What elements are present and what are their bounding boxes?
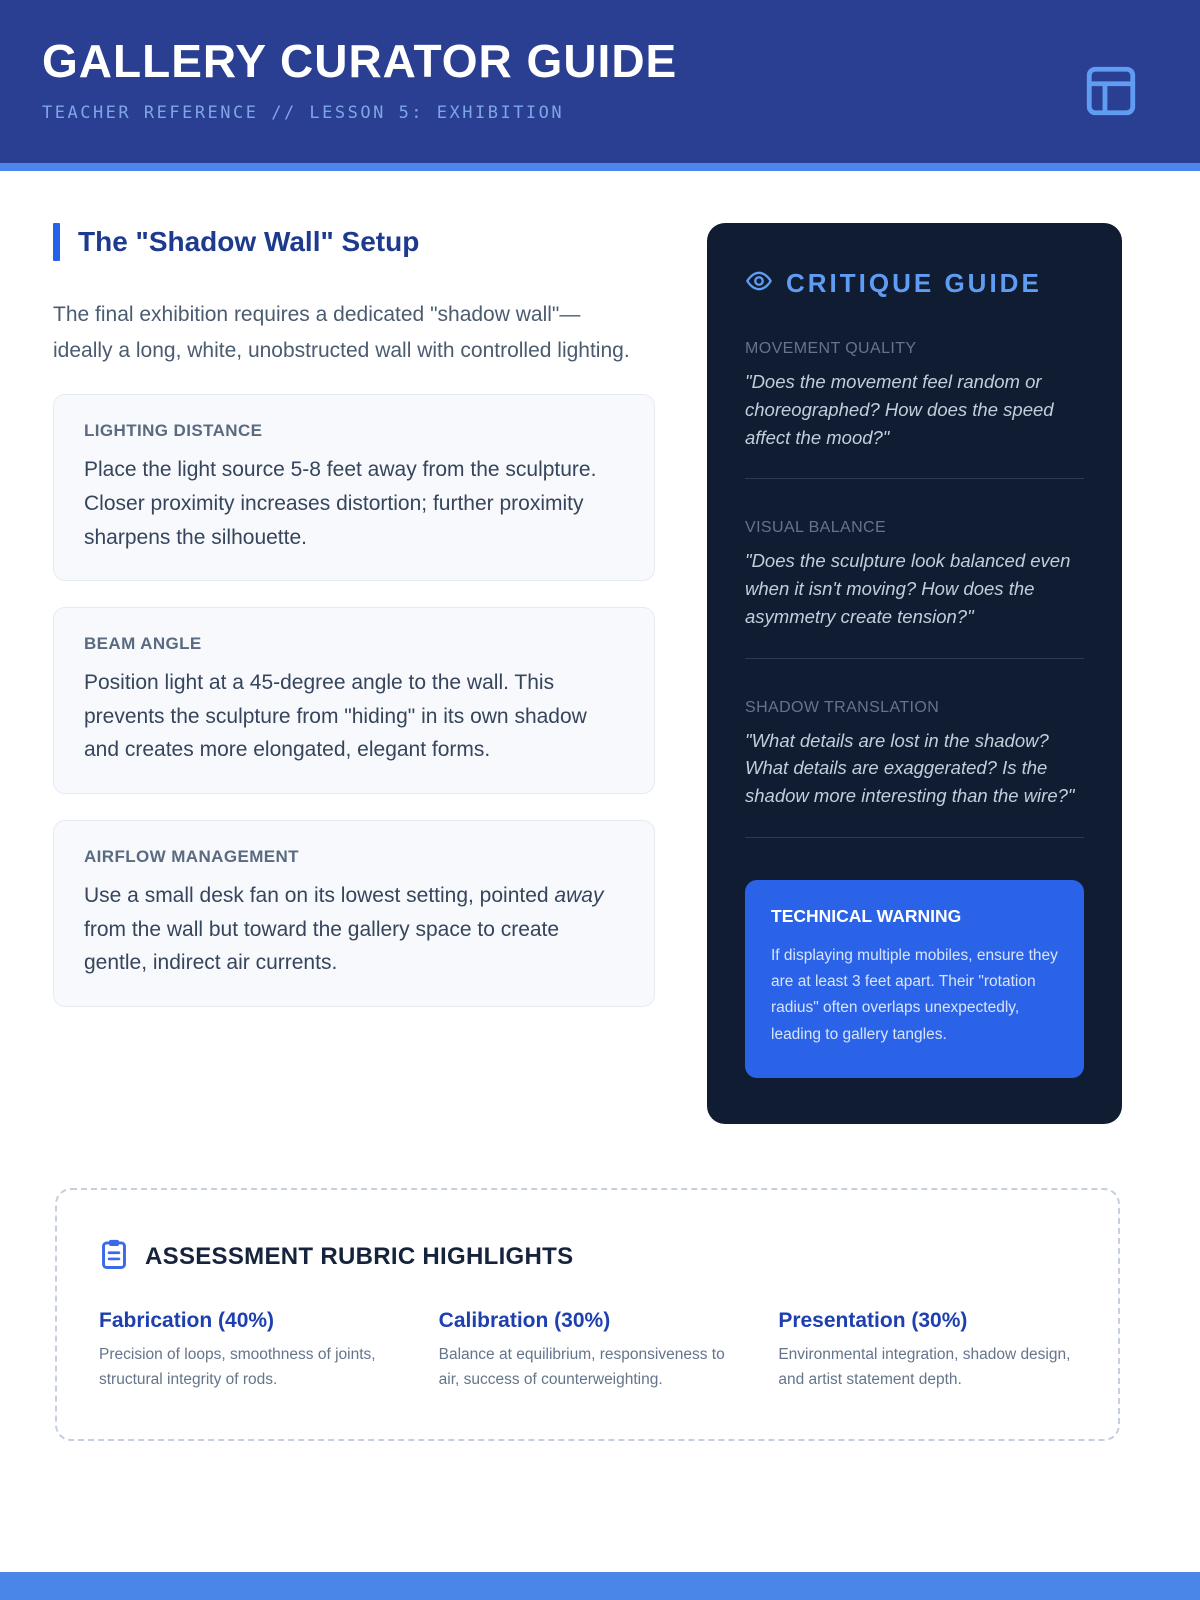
title-accent-bar [53, 223, 60, 261]
critique-quote: "Does the movement feel random or choreographed? How does the speed affect the mood?" [745, 371, 1054, 448]
panel-title: CRITIQUE GUIDE [786, 268, 1042, 298]
panel-title-row [745, 267, 1084, 300]
header-text-block [42, 34, 677, 123]
page-subtitle: TEACHER REFERENCE // LESSON 5: EXHIBITION [42, 103, 565, 123]
critique-label: SHADOW TRANSLATION [745, 698, 940, 716]
page-title: GALLERY CURATOR GUIDE [42, 35, 678, 87]
rubric-item-title: Calibration (30%) [438, 1309, 611, 1333]
eye-icon [745, 267, 773, 300]
rubric-item-body: Environmental integration, shadow design, and artist statement depth. [778, 1346, 1071, 1388]
critique-quote: "What details are lost in the shadow? What details are exaggerated? Is the shadow more interesting than the wire?" [745, 729, 1075, 806]
card-title: AIRFLOW MANAGEMENT [84, 846, 299, 866]
header-accent-strip [0, 163, 1200, 171]
rubric-title: ASSESSMENT RUBRIC HIGHLIGHTS [145, 1242, 574, 1270]
divider [745, 837, 1084, 838]
card-lighting-distance [53, 394, 655, 581]
card-beam-angle [53, 607, 655, 794]
rubric-item-title: Fabrication (40%) [99, 1309, 275, 1333]
assessment-rubric-box [55, 1188, 1120, 1441]
warning-body: If displaying multiple mobiles, ensure they are at least 3 feet apart. Their "rotation radius" often overlaps unexpectedly, leading to gallery tangles. [771, 946, 1058, 1043]
card-body: Place the light source 5-8 feet away from the sculpture. Closer proximity increases distortion; further proximity sharpens the silhouette. [84, 458, 597, 549]
card-body-emphasis: away [554, 883, 604, 907]
rubric-item-fabrication [99, 1309, 397, 1393]
warning-title: TECHNICAL WARNING [771, 905, 962, 926]
critique-section-movement-quality [745, 340, 1084, 479]
card-body-text: Use a small desk fan on its lowest setting, pointed [84, 883, 555, 907]
card-body-text: from the wall but toward the gallery space to create gentle, indirect air currents. [84, 917, 560, 975]
critique-label: VISUAL BALANCE [745, 519, 887, 537]
critique-section-visual-balance [745, 519, 1084, 658]
card-body: Position light at a 45-degree angle to the wall. This prevents the sculpture from "hiding" in its own shadow and creates more elongated, elegant forms. [84, 671, 587, 762]
divider [745, 478, 1084, 479]
rubric-grid [99, 1309, 1076, 1393]
critique-guide-panel [707, 223, 1122, 1124]
footer-accent-strip [0, 1572, 1200, 1600]
intro-paragraph: The final exhibition requires a dedicated "shadow wall"—ideally a long, white, unobstructed wall with controlled lighting. [53, 303, 630, 362]
clipboard-icon [99, 1238, 129, 1275]
critique-label: MOVEMENT QUALITY [745, 340, 917, 357]
rubric-item-presentation [778, 1309, 1076, 1393]
card-airflow-management [53, 820, 655, 1007]
card-title: LIGHTING DISTANCE [84, 421, 263, 441]
rubric-header [99, 1238, 1076, 1275]
card-body [84, 879, 624, 980]
critique-quote: "Does the sculpture look balanced even when it isn't moving? How does the asymmetry create tension?" [745, 550, 1071, 627]
shadow-wall-section [53, 223, 655, 1007]
rubric-item-body: Precision of loops, smoothness of joints, structural integrity of rods. [99, 1346, 376, 1388]
layout-icon [1082, 62, 1140, 120]
technical-warning-box [745, 880, 1084, 1078]
card-title: BEAM ANGLE [84, 634, 202, 654]
divider [745, 658, 1084, 659]
main-content [0, 171, 1200, 1124]
section-title: The "Shadow Wall" Setup [78, 226, 420, 257]
section-title-row [53, 223, 655, 261]
rubric-item-body: Balance at equilibrium, responsiveness to air, success of counterweighting. [438, 1346, 725, 1388]
critique-section-shadow-translation [745, 699, 1084, 838]
rubric-item-calibration [439, 1309, 737, 1393]
rubric-item-title: Presentation (30%) [778, 1309, 968, 1333]
page-header [0, 0, 1200, 163]
